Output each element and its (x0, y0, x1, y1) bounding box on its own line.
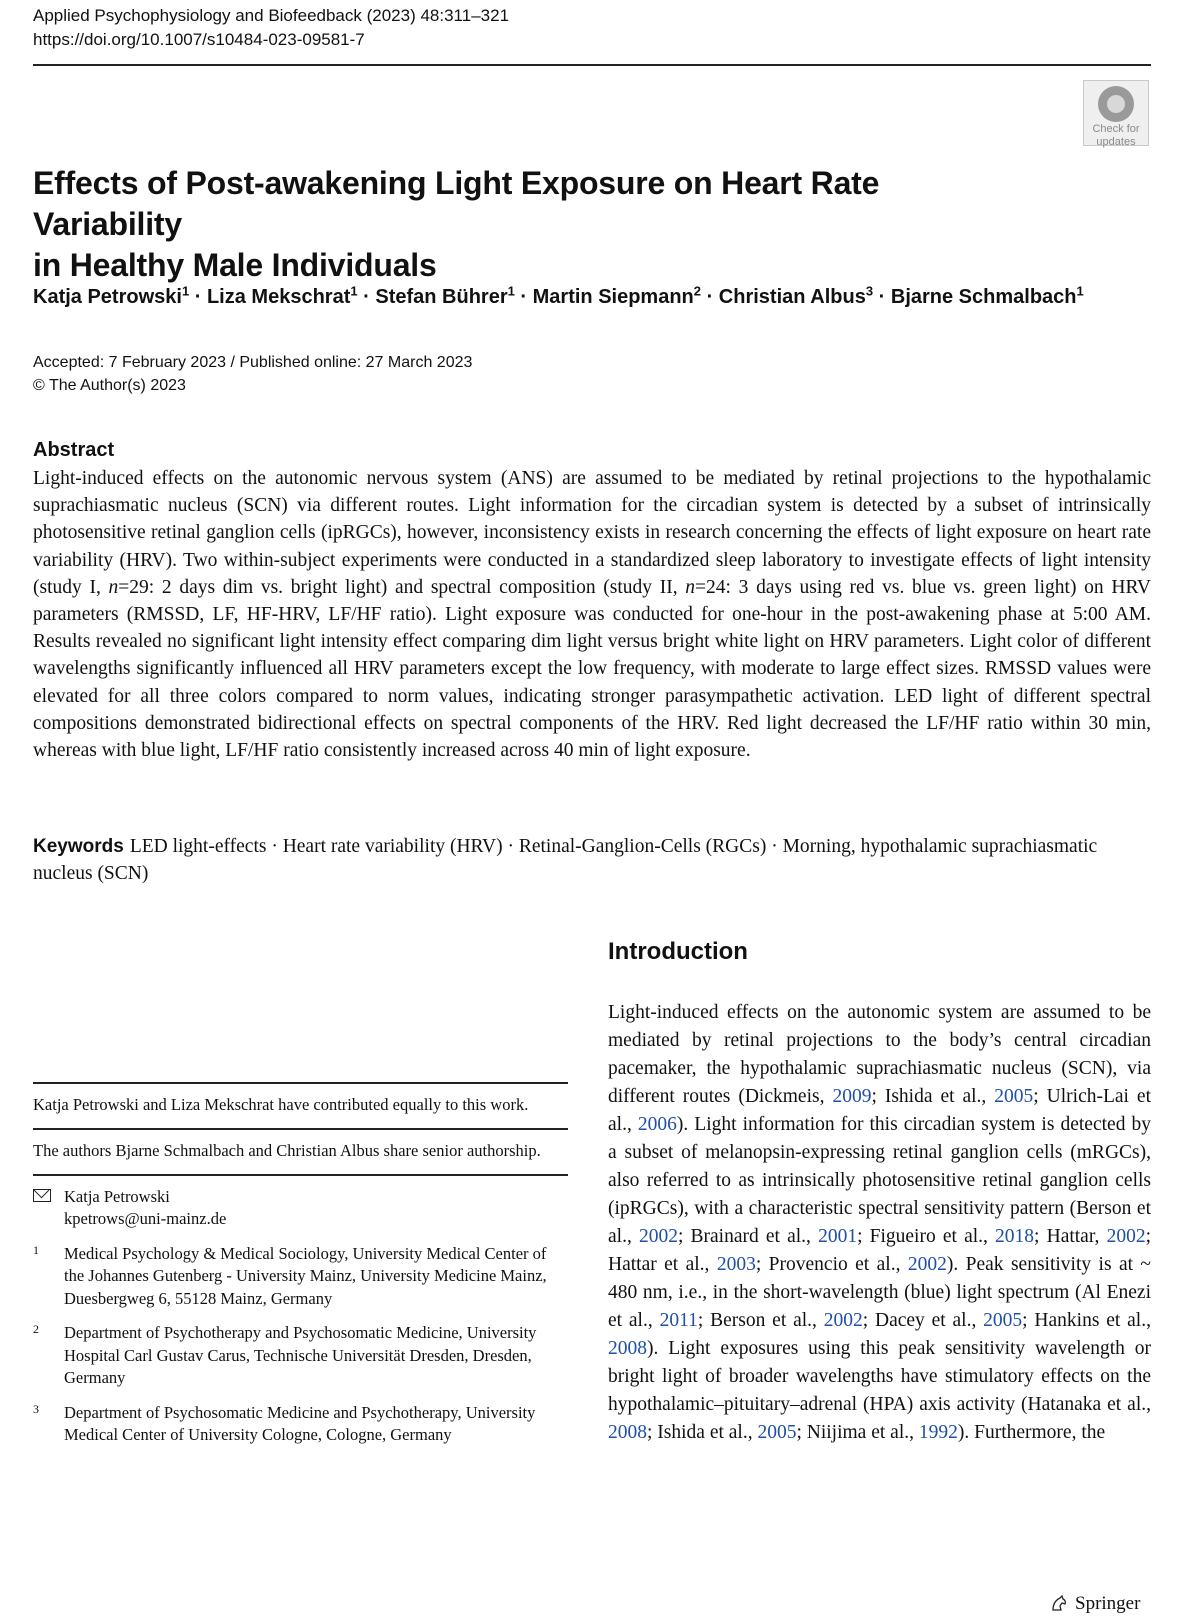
citation-link[interactable]: 2005 (757, 1422, 797, 1443)
intro-text-segment: ; Dacey et al., (862, 1310, 984, 1331)
author-name[interactable]: Martin Siepmann (532, 286, 694, 308)
author-affiliation-marker: 1 (507, 283, 515, 299)
affiliation-text: Department of Psychotherapy and Psychosomatic Medicine, University Hospital Carl Gustav Carus, Technische Universität Dresden, Dresden, Germany (64, 1323, 537, 1387)
abstract-part-1: Light-induced effects on the autonomic nervous system (ANS) are assumed to be mediated by retinal projections to the hypothalamic suprachiasmatic nucleus (SCN) via different routes. Light information for the circadian system is detected by a subset of intrinsically photosensitive retinal ganglion cells (ipRGCs), however, inconsistency exists in research concerning the effects of light exposure on heart rate variability (HRV). Two within-subject experiments were conducted in a standardized sleep laboratory to investigate effects of light intensity (study I, (33, 468, 1151, 598)
citation-link[interactable]: 2011 (659, 1310, 698, 1331)
introduction-text (608, 999, 1151, 1447)
publisher-name: Springer (1075, 1593, 1141, 1614)
author-separator: · (357, 286, 376, 308)
springer-horse-icon (1050, 1594, 1068, 1612)
introduction-heading: Introduction (608, 938, 748, 965)
affiliation-number: 2 (33, 1322, 39, 1336)
citation-link[interactable]: 2018 (995, 1226, 1035, 1247)
intro-text-segment: ). Light exposures using this peak sensitivity wavelength or bright light of broader wavelengths have stimulatory effects on the hypothalamic–pituitary–adrenal (HPA) axis activity (Hatanaka et al., (608, 1338, 1151, 1415)
citation-link[interactable]: 2009 (832, 1086, 872, 1107)
footnotes (33, 1082, 568, 1447)
keywords-label: Keywords (33, 836, 124, 857)
affiliation-text: Medical Psychology & Medical Sociology, University Medical Center of the Johannes Gutenberg - University Mainz, University Medicine Mainz, Duesbergweg 6, 55128 Mainz, Germany (64, 1243, 547, 1308)
intro-text-segment: ). Peak sensitivity is at ~ 480 nm, i.e., in the short-wavelength (blue) light spectrum (Al Enezi et al., (608, 1254, 1151, 1331)
keywords (33, 833, 1133, 887)
author-name[interactable]: Liza Mekschrat (206, 286, 351, 308)
title-line-2: in Healthy Male Individuals (33, 247, 437, 283)
copyright-notice: © The Author(s) 2023 (33, 377, 186, 394)
author-affiliation-marker: 1 (181, 283, 190, 299)
intro-text-segment: ). Furthermore, the (957, 1422, 1106, 1443)
citation-link[interactable]: 2002 (907, 1254, 947, 1275)
equal-contribution-note: Katja Petrowski and Liza Mekschrat have contributed equally to this work. (33, 1094, 529, 1114)
article-title (33, 163, 1033, 286)
affiliation (33, 1243, 568, 1311)
author-separator: · (873, 286, 891, 308)
intro-text-segment: ; Berson et al., (697, 1310, 824, 1331)
author-affiliation-marker: 2 (693, 283, 702, 299)
intro-text-segment: ; Provencio et al., (755, 1254, 908, 1275)
contact-name: Katja Petrowski (64, 1186, 170, 1206)
citation-link[interactable]: 2002 (823, 1310, 863, 1331)
author-affiliation-marker: 1 (350, 283, 358, 299)
header-divider (33, 64, 1151, 66)
intro-text-segment: ; Ishida et al., (871, 1086, 995, 1107)
citation-link[interactable]: 2001 (818, 1226, 858, 1247)
affiliation (33, 1322, 568, 1390)
badge-label-1: Check for (1092, 123, 1140, 135)
abstract-heading: Abstract (33, 439, 115, 461)
intro-text-segment: ; Ulrich-Lai et al., (608, 1086, 1151, 1135)
citation-link[interactable]: 2005 (994, 1086, 1034, 1107)
check-for-updates-badge[interactable] (1083, 80, 1149, 146)
affiliation-list (33, 1243, 568, 1447)
footnote-divider (33, 1174, 568, 1176)
abstract-part-2: =29: 2 days dim vs. bright light) and spectral composition (study II, (118, 576, 686, 598)
affiliation-number: 3 (33, 1401, 39, 1416)
intro-text-segment: ). Light information for this circadian system is detected by a subset of melanopsin-expressing retinal ganglion cells (mRGCs), also referred to as intrinsically photosensitive retinal ganglion cells (ipRGCs), with a characteristic spectral sensitivity pattern (Berson et al., (608, 1114, 1151, 1247)
citation-link[interactable]: 2005 (983, 1310, 1023, 1331)
affiliation-text: Department of Psychosomatic Medicine and Psychotherapy, University Medical Center of University Cologne, Cologne, Germany (64, 1402, 536, 1444)
n-symbol: n (108, 576, 119, 598)
affiliation (33, 1402, 568, 1447)
author-list (33, 283, 1153, 311)
author-name[interactable]: Bjarne Schmalbach (890, 286, 1077, 308)
author-separator: · (701, 286, 719, 308)
keywords-text: LED light-effects · Heart rate variability (HRV) · Retinal-Ganglion-Cells (RGCs) · Morning, hypothalamic suprachiasmatic nucleus (SCN) (33, 836, 1098, 885)
citation-link[interactable]: 1992 (918, 1422, 958, 1443)
contact-email[interactable]: kpetrows@uni-mainz.de (64, 1209, 227, 1228)
author-name[interactable]: Katja Petrowski (33, 286, 182, 308)
check-updates-icon (1098, 86, 1134, 122)
author-name[interactable]: Christian Albus (718, 286, 866, 308)
n-symbol: n (685, 576, 696, 598)
author-separator: · (514, 286, 533, 308)
citation-link[interactable]: 2003 (716, 1254, 756, 1275)
intro-text-segment: ; Niijima et al., (796, 1422, 919, 1443)
intro-text-segment: ; Hattar et al., (608, 1226, 1151, 1275)
title-line-1: Effects of Post-awakening Light Exposure on Heart Rate Variability (33, 165, 880, 242)
doi-link[interactable]: https://doi.org/10.1007/s10484-023-09581-7 (33, 30, 365, 49)
citation-link[interactable]: 2008 (608, 1422, 647, 1443)
author-separator: · (189, 286, 207, 308)
citation-link[interactable]: 2002 (638, 1226, 678, 1247)
intro-text-segment: ; Brainard et al., (677, 1226, 819, 1247)
author-affiliation-marker: 1 (1076, 283, 1084, 299)
badge-label-2: updates (1096, 136, 1136, 148)
senior-authorship-note: The authors Bjarne Schmalbach and Christian Albus share senior authorship. (33, 1140, 541, 1160)
citation-link[interactable]: 2006 (637, 1114, 677, 1135)
abstract-text (33, 465, 1151, 764)
author-name[interactable]: Stefan Bührer (375, 286, 508, 308)
affiliation-number: 1 (33, 1242, 39, 1257)
publication-dates: Accepted: 7 February 2023 / Published online: 27 March 2023 (33, 354, 473, 371)
author-affiliation-marker: 3 (865, 283, 874, 299)
intro-text-segment: ; Ishida et al., (647, 1422, 758, 1443)
citation-link[interactable]: 2002 (1106, 1226, 1146, 1247)
intro-text-segment: ; Figueiro et al., (857, 1226, 996, 1247)
corresponding-author (33, 1186, 568, 1231)
abstract-part-3: =24: 3 days using red vs. blue vs. green light) on HRV parameters (RMSSD, LF, HF-HRV, LF/HF ratio). Light exposure was conducted for one-hour in the post-awakening phase at 5:00 AM. Results revealed no significant light intensity effect comparing dim light versus bright white light on HRV parameters. Light color of different wavelengths significantly influenced all HRV parameters except the low frequency, with moderate to large effect sizes. RMSSD values were elevated for all three colors compared to norm values, indicating stronger parasympathetic activation. LED light of different spectral compositions demonstrated bidirectional effects on spectral components of the HRV. Red light decreased the LF/HF ratio within 30 min, whereas with blue light, LF/HF ratio consistently increased across 40 min of light exposure. (33, 576, 1151, 762)
journal-citation: Applied Psychophysiology and Biofeedback (2023) 48:311–321 (33, 6, 510, 25)
intro-text-segment: Light-induced effects on the autonomic system are assumed to be mediated by retinal projections to the body’s central circadian pacemaker, the hypothalamic suprachiasmatic nucleus (SCN), via different routes (Dickmeis, (608, 1002, 1151, 1107)
citation-link[interactable]: 2008 (608, 1338, 647, 1359)
intro-text-segment: ; Hankins et al., (1022, 1310, 1151, 1331)
intro-text-segment: ; Hattar, (1034, 1226, 1107, 1247)
envelope-icon (33, 1189, 51, 1202)
